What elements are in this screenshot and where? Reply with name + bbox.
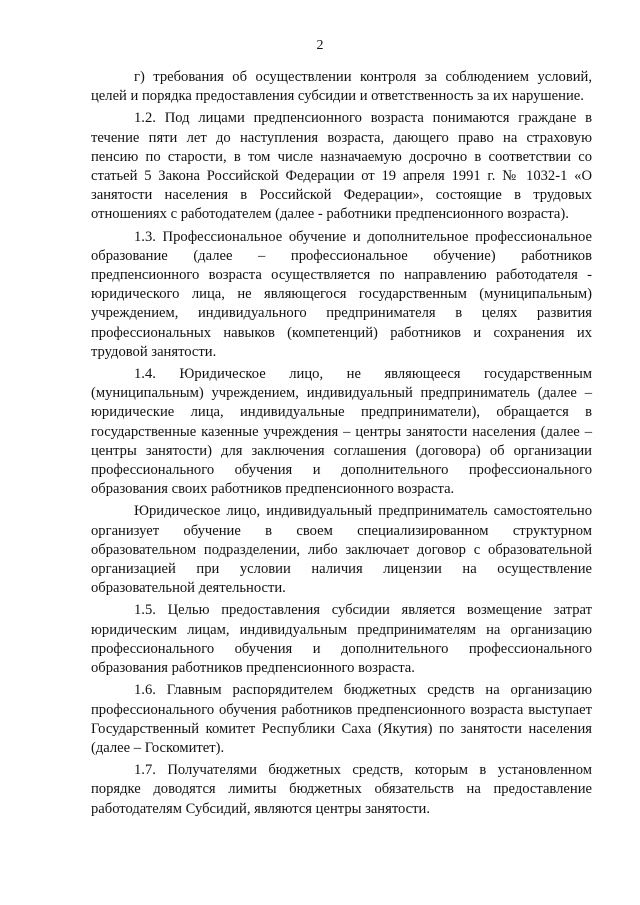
document-body bbox=[91, 68, 592, 822]
paragraph-1-7: 1.7. Получателями бюджетных средств, которым в установленном порядке доводятся лимиты бюджетных обязательств на предоставление работодателям Субсидий, являются центры занятости. bbox=[91, 762, 592, 817]
paragraph-1-6: 1.6. Главным распорядителем бюджетных средств на организацию профессионального обучения работников предпенсионного возраста выступает Государственный комитет Республики Саха (Якутия) по занятости населения (далее – Госкомитет). bbox=[91, 682, 592, 756]
paragraph-1-5: 1.5. Целью предоставления субсидии является возмещение затрат юридическим лицам, индивидуальным предпринимателям на организацию профессионального обучения и дополнительного профессионального образования работников предпенсионного возраста. bbox=[91, 602, 592, 677]
paragraph-1-4-continued: Юридическое лицо, индивидуальный предприниматель самостоятельно организует обучение в своем специализированном структурном образовательном подразделении, либо заключает договор с образовательной организацией при условии наличия лицензии на осуществление образовательной деятельности. bbox=[91, 503, 592, 597]
paragraph-1-2: 1.2. Под лицами предпенсионного возраста понимаются граждане в течение пяти лет до наступления возраста, дающего право на страховую пенсию по старости, в том числе назначаемую досрочно в соответствии со статьей 5 Закона Российской Федерации от 19 апреля 1991 г. № 1032-1 «О занятости населения в Российской Федерации», состоящие в трудовых отношениях с работодателем (далее - работники предпенсионного возраста). bbox=[91, 110, 592, 223]
paragraph-requirements-control: г) требования об осуществлении контроля за соблюдением условий, целей и порядка предоставления субсидии и ответственность за их нарушение. bbox=[91, 69, 592, 105]
paragraph-1-4: 1.4. Юридическое лицо, не являющееся государственным (муниципальным) учреждением, индивидуальный предприниматель (далее – юридические лица, индивидуальные предприниматели), обращается в государственные казенные учреждения – центры занятости населения (далее – центры занятости) для заключения соглашения (договора) об организации профессионального обучения и дополнительного профессионального образования своих работников предпенсионного возраста. bbox=[91, 366, 592, 498]
paragraph-1-3: 1.3. Профессиональное обучение и дополнительное профессиональное образование (далее – профессиональное обучение) работников предпенсионного возраста осуществляется по направлению работодателя - юридического лица, не являющегося государственным (муниципальным) учреждением, индивидуального предпринимателя в целях развития профессиональных навыков (компетенций) работников и сохранения их трудовой занятости. bbox=[91, 228, 592, 360]
page-number: 2 bbox=[316, 38, 324, 53]
